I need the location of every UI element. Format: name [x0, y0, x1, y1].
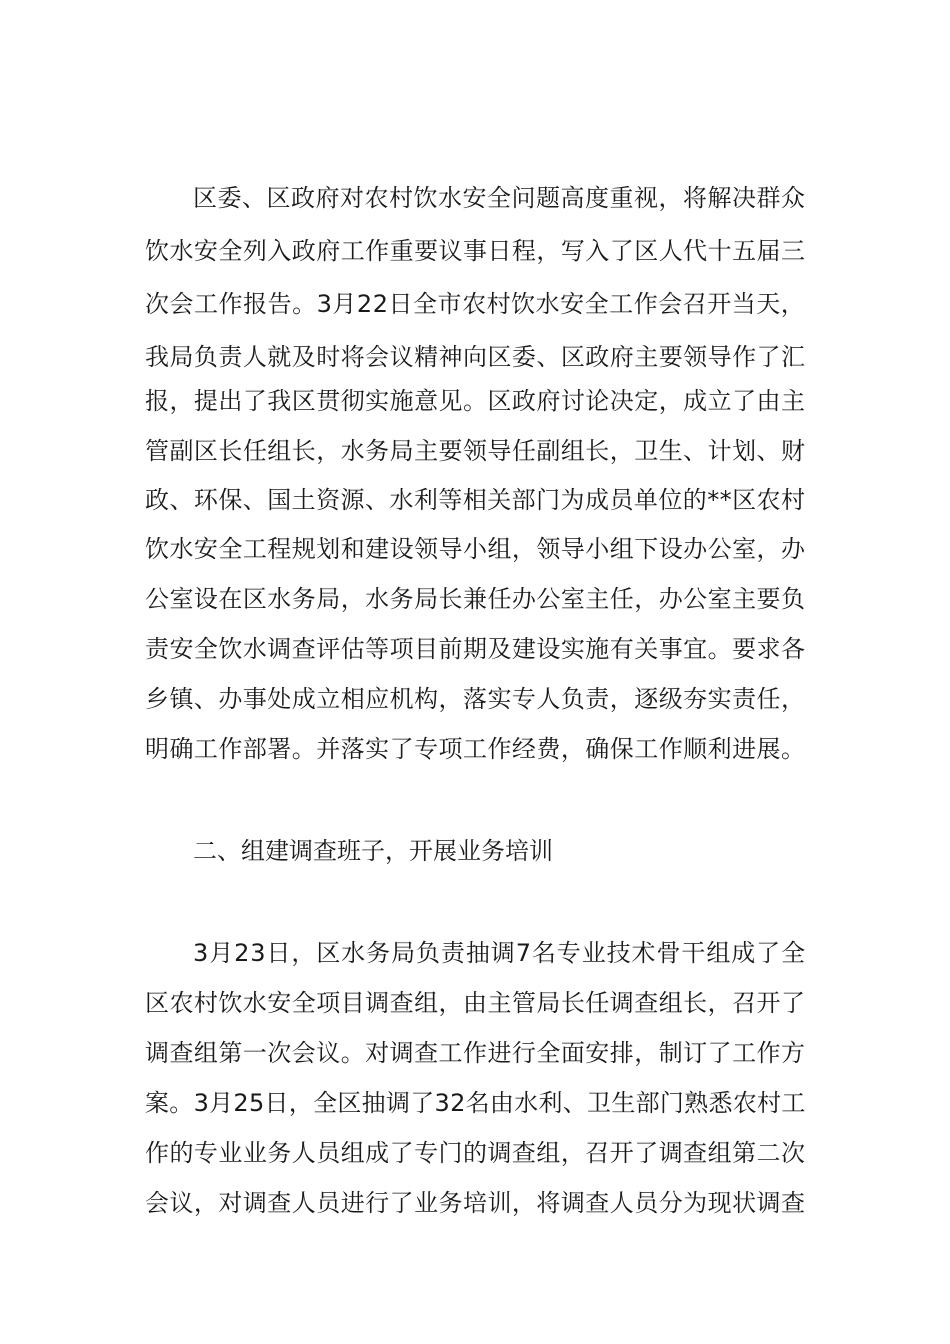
paragraph-2-line-2: 区农村饮水安全项目调查组，由主管局长任调查组长，召开了 — [145, 989, 806, 1017]
paragraph-2-line-6: 会议，对调查人员进行了业务培训，将调查人员分为现状调查 — [145, 1189, 806, 1217]
section-heading-2: 二、组建调查班子，开展业务培训 — [193, 837, 553, 865]
paragraph-1-line-4: 我局负责人就及时将会议精神向区委、区政府主要领导作了汇 — [145, 343, 806, 371]
paragraph-1-line-3: 次会工作报告。3月22日全市农村饮水安全工作会召开当天， — [145, 290, 806, 318]
paragraph-1-line-6: 管副区长任组长，水务局主要领导任副组长，卫生、计划、财 — [145, 437, 806, 465]
paragraph-1-line-1: 区委、区政府对农村饮水安全问题高度重视，将解决群众 — [193, 184, 806, 212]
paragraph-1-line-2: 饮水安全列入政府工作重要议事日程，写入了区人代十五届三 — [145, 237, 806, 265]
paragraph-1-line-10: 责安全饮水调查评估等项目前期及建设实施有关事宜。要求各 — [145, 635, 806, 663]
paragraph-2-line-1: 3月23日，区水务局负责抽调7名专业技术骨干组成了全 — [193, 939, 806, 967]
paragraph-1-line-8: 饮水安全工程规划和建设领导小组，领导小组下设办公室，办 — [145, 535, 806, 563]
paragraph-1-line-5: 报，提出了我区贯彻实施意见。区政府讨论决定，成立了由主 — [145, 387, 806, 415]
paragraph-1-line-9: 公室设在区水务局，水务局长兼任办公室主任，办公室主要负 — [145, 585, 806, 613]
paragraph-1-line-11: 乡镇、办事处成立相应机构，落实专人负责，逐级夯实责任， — [145, 685, 806, 713]
paragraph-2-line-5: 作的专业业务人员组成了专门的调查组，召开了调查组第二次 — [145, 1139, 806, 1167]
paragraph-1-line-12: 明确工作部署。并落实了专项工作经费，确保工作顺利进展。 — [145, 735, 806, 763]
paragraph-2-line-4: 案。3月25日，全区抽调了32名由水利、卫生部门熟悉农村工 — [145, 1089, 806, 1117]
paragraph-1-line-7: 政、环保、国土资源、水利等相关部门为成员单位的**区农村 — [145, 486, 806, 514]
paragraph-2-line-3: 调查组第一次会议。对调查工作进行全面安排，制订了工作方 — [145, 1039, 806, 1067]
